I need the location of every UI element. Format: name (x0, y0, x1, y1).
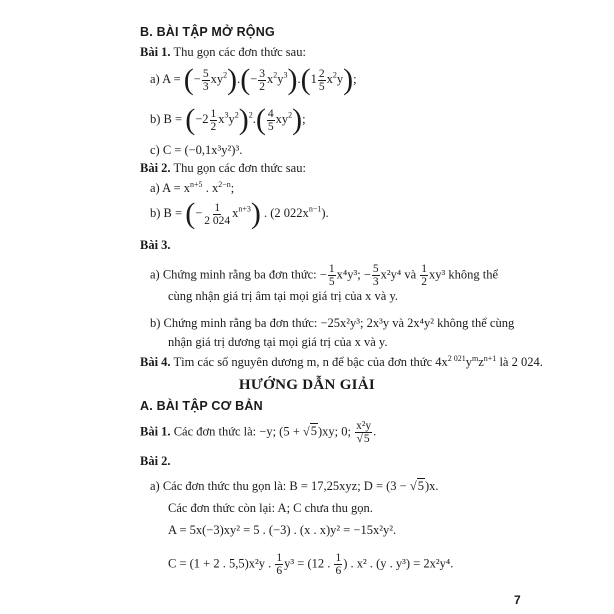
fraction: $\frac{5}{3}$ (372, 263, 379, 288)
fraction: $\frac{3}{2}$ (259, 67, 266, 93)
exercise-text: Thu gọn các đơn thức sau: (173, 45, 306, 59)
exercise-2-intro (140, 160, 306, 176)
guide-title: HƯỚNG DẪN GIẢI (238, 377, 376, 393)
exercise-3-label: Bài 3. (140, 238, 171, 252)
answer-2a: a) Các đơn thức thu gọn là: B = 17,25xyz; D = (3 − √5)x. (150, 479, 439, 493)
fraction: $\frac{2}{5}$ (318, 67, 325, 93)
formula-prefix: b) B = (150, 111, 183, 126)
exercise-3b: b) Chứng minh rằng ba đơn thức: −25x²y³; 2x³y và 2x⁴y² không thể cùng (150, 316, 515, 330)
fraction: $\frac{1}{6}$ (335, 552, 342, 577)
exercise-3a: a) Chứng minh rằng ba đơn thức: − $\frac{1}{5}$ x⁴y³; − $\frac{5}{3}$ x²y⁴ và $\frac{1}{2}$ xy³ không thể (150, 263, 499, 288)
exercise-label: Bài 1. (140, 45, 171, 59)
page-number: 7 (514, 593, 521, 607)
exercise-3a-line2: cùng nhận giá trị âm tại mọi giá trị của x và y. (168, 289, 399, 303)
fraction: $\frac{1}{2}$ (421, 263, 428, 288)
exercise-3b-line2: nhận giá trị dương tại mọi giá trị của x và y. (168, 335, 388, 349)
paren: ( (183, 63, 194, 96)
exercise-2b: b) B = (− $\frac{1}{2 024}$ $x^{n+3}$) . (2 $022x^{n-1}$). (150, 197, 329, 230)
exercise-text: Thu gọn các đơn thức sau: (173, 161, 306, 175)
exercise-1a: a) A = (− $\frac{5}{3}$ $xy^2).(-$ $\frac{3}{2}$ $x^2y^3).(1$ $\frac{2}{5}$ $x^2y$); (150, 63, 357, 96)
fraction: $\frac{1}{2}$ (210, 107, 217, 133)
exercise-1c: c) C = (−0,1x³y²)³. (150, 143, 243, 157)
answer-2-label: Bài 2. (140, 454, 171, 468)
exercise-4: Bài 4. Tìm các số nguyên dương m, n để bậc của đơn thức $4x^{2 021}y^mz^{n+1}$ là 2 024. (140, 353, 543, 369)
fraction: $\frac{5}{3}$ (202, 67, 209, 93)
answer-2-line3: A = 5x(−3)xy² = 5 . (−3) . (x . x)y² = −15x²y². (168, 523, 397, 537)
fraction: $\frac{\text{x²y}}{√5}$ (356, 420, 372, 445)
fraction: $\frac{1}{6}$ (276, 552, 283, 577)
exercise-2a: a) $A = x^{n+5}$ . $x^{2-n}$; (150, 179, 235, 195)
exercise-label: Bài 2. (140, 161, 171, 175)
exercise-1b: b) B = (−2 $\frac{1}{2}$ $x^3y^2)^2$.( $\frac{4}{5}$ $xy^2$); (150, 103, 306, 136)
answer-2-line2: Các đơn thức còn lại: A; C chưa thu gọn. (168, 501, 373, 515)
section-b-heading: B. BÀI TẬP MỞ RỘNG (140, 25, 275, 39)
fraction: $\frac{1}{5}$ (328, 263, 335, 288)
exercise-1-intro (140, 44, 306, 60)
formula-prefix: a) A = (150, 71, 181, 86)
fraction: $\frac{4}{5}$ (267, 107, 274, 133)
answer-1: Bài 1. Các đơn thức là: −y; (5 + √5)xy; 0; $\frac{\text{x²y}}{√5}$ . (140, 420, 377, 445)
fraction: $\frac{1}{2 024}$ (204, 201, 231, 227)
section-a-heading: A. BÀI TẬP CƠ BẢN (140, 399, 263, 413)
answer-2-line4: C = (1 + 2 . 5,5)x²y . $\frac{1}{6}$ y³ = (12 . $\frac{1}{6}$ ) . x² . (y . y³) = 2x²y⁴. (168, 552, 454, 577)
